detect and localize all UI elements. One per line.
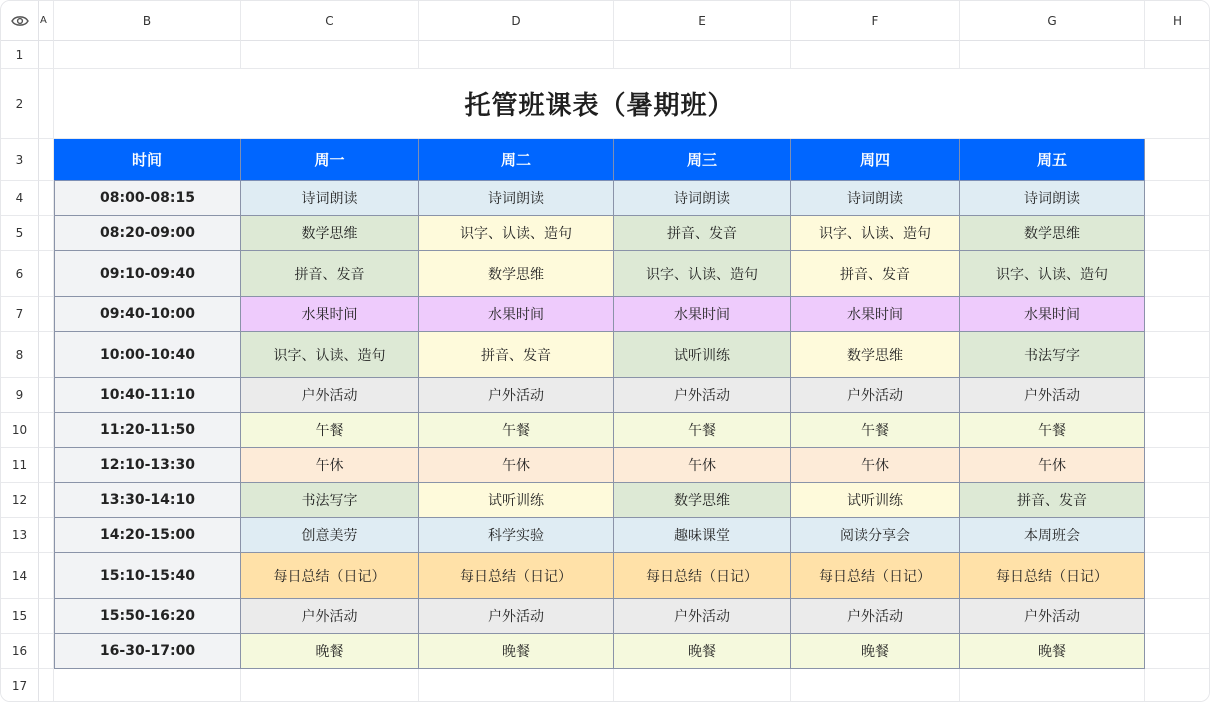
class-cell[interactable]: 户外活动 — [791, 378, 960, 413]
class-cell[interactable]: 拼音、发音 — [614, 216, 791, 251]
cell-h5[interactable] — [1145, 216, 1210, 251]
class-cell[interactable]: 本周班会 — [960, 518, 1145, 553]
class-cell[interactable]: 晚餐 — [791, 634, 960, 669]
time-cell[interactable]: 15:10-15:40 — [54, 553, 241, 599]
cell-row1-h[interactable] — [1145, 41, 1210, 69]
time-cell[interactable]: 15:50-16:20 — [54, 599, 241, 634]
cell-a2[interactable] — [39, 69, 54, 139]
class-cell[interactable]: 书法写字 — [241, 483, 419, 518]
cell-row1-b[interactable] — [54, 41, 241, 69]
class-cell[interactable]: 拼音、发音 — [960, 483, 1145, 518]
class-cell[interactable]: 趣味课堂 — [614, 518, 791, 553]
cell-row17-d[interactable] — [419, 669, 614, 702]
class-cell[interactable]: 识字、认读、造句 — [419, 216, 614, 251]
cell-a16[interactable] — [39, 634, 54, 669]
class-cell[interactable]: 水果时间 — [791, 297, 960, 332]
class-cell[interactable]: 午餐 — [960, 413, 1145, 448]
class-cell[interactable]: 午休 — [791, 448, 960, 483]
cell-row17-h[interactable] — [1145, 669, 1210, 702]
time-cell[interactable]: 09:40-10:00 — [54, 297, 241, 332]
class-cell[interactable]: 每日总结（日记） — [241, 553, 419, 599]
cell-row17-e[interactable] — [614, 669, 791, 702]
time-cell[interactable]: 08:20-09:00 — [54, 216, 241, 251]
class-cell[interactable]: 数学思维 — [614, 483, 791, 518]
class-cell[interactable]: 水果时间 — [419, 297, 614, 332]
class-cell[interactable]: 数学思维 — [791, 332, 960, 378]
column-header-d[interactable]: D — [419, 1, 614, 41]
class-cell[interactable]: 阅读分享会 — [791, 518, 960, 553]
table-header-day-5[interactable]: 周五 — [960, 139, 1145, 181]
class-cell[interactable]: 户外活动 — [241, 599, 419, 634]
class-cell[interactable]: 每日总结（日记） — [791, 553, 960, 599]
table-header-day-3[interactable]: 周三 — [614, 139, 791, 181]
time-cell[interactable]: 12:10-13:30 — [54, 448, 241, 483]
cell-h6[interactable] — [1145, 251, 1210, 297]
class-cell[interactable]: 午休 — [241, 448, 419, 483]
cell-h10[interactable] — [1145, 413, 1210, 448]
class-cell[interactable]: 拼音、发音 — [419, 332, 614, 378]
row-header-7[interactable]: 7 — [1, 297, 39, 332]
class-cell[interactable]: 午休 — [614, 448, 791, 483]
sheet-title: 托管班课表（暑期班） — [54, 69, 1145, 139]
class-cell[interactable]: 户外活动 — [241, 378, 419, 413]
cell-h16[interactable] — [1145, 634, 1210, 669]
row-header-14[interactable]: 14 — [1, 553, 39, 599]
row-header-2[interactable]: 2 — [1, 69, 39, 139]
cell-h14[interactable] — [1145, 553, 1210, 599]
class-cell[interactable]: 试听训练 — [419, 483, 614, 518]
cell-a8[interactable] — [39, 332, 54, 378]
cell-a6[interactable] — [39, 251, 54, 297]
class-cell[interactable]: 拼音、发音 — [241, 251, 419, 297]
cell-row17-b[interactable] — [54, 669, 241, 702]
row-header-9[interactable]: 9 — [1, 378, 39, 413]
class-cell[interactable]: 晚餐 — [419, 634, 614, 669]
cell-a14[interactable] — [39, 553, 54, 599]
class-cell[interactable]: 试听训练 — [614, 332, 791, 378]
column-header-a[interactable]: A — [39, 1, 54, 41]
row-header-10[interactable]: 10 — [1, 413, 39, 448]
class-cell[interactable]: 每日总结（日记） — [960, 553, 1145, 599]
class-cell[interactable]: 拼音、发音 — [791, 251, 960, 297]
class-cell[interactable]: 数学思维 — [241, 216, 419, 251]
class-cell[interactable]: 午休 — [419, 448, 614, 483]
column-header-e[interactable]: E — [614, 1, 791, 41]
column-header-g[interactable]: G — [960, 1, 1145, 41]
cell-a17[interactable] — [39, 669, 54, 702]
eye-icon[interactable] — [11, 14, 29, 28]
row-header-17[interactable]: 17 — [1, 669, 39, 702]
class-cell[interactable]: 晚餐 — [614, 634, 791, 669]
cell-row1-d[interactable] — [419, 41, 614, 69]
class-cell[interactable]: 户外活动 — [614, 599, 791, 634]
class-cell[interactable]: 每日总结（日记） — [614, 553, 791, 599]
time-cell[interactable]: 14:20-15:00 — [54, 518, 241, 553]
class-cell[interactable]: 户外活动 — [419, 599, 614, 634]
class-cell[interactable]: 识字、认读、造句 — [791, 216, 960, 251]
class-cell[interactable]: 午餐 — [614, 413, 791, 448]
row-header-4[interactable]: 4 — [1, 181, 39, 216]
table-header-time[interactable]: 时间 — [54, 139, 241, 181]
cell-h11[interactable] — [1145, 448, 1210, 483]
cell-a1[interactable] — [39, 41, 54, 69]
row-header-12[interactable]: 12 — [1, 483, 39, 518]
class-cell[interactable]: 诗词朗读 — [960, 181, 1145, 216]
class-cell[interactable]: 户外活动 — [614, 378, 791, 413]
cell-a9[interactable] — [39, 378, 54, 413]
column-header-f[interactable]: F — [791, 1, 960, 41]
row-header-6[interactable]: 6 — [1, 251, 39, 297]
class-cell[interactable]: 诗词朗读 — [791, 181, 960, 216]
row-header-3[interactable]: 3 — [1, 139, 39, 181]
class-cell[interactable]: 户外活动 — [960, 378, 1145, 413]
cell-row1-e[interactable] — [614, 41, 791, 69]
class-cell[interactable]: 晚餐 — [960, 634, 1145, 669]
class-cell[interactable]: 户外活动 — [791, 599, 960, 634]
cell-row1-g[interactable] — [960, 41, 1145, 69]
column-header-c[interactable]: C — [241, 1, 419, 41]
class-cell[interactable]: 书法写字 — [960, 332, 1145, 378]
sheet-grid — [1, 1, 1210, 702]
class-cell[interactable]: 诗词朗读 — [614, 181, 791, 216]
cell-a15[interactable] — [39, 599, 54, 634]
class-cell[interactable]: 水果时间 — [614, 297, 791, 332]
cell-h15[interactable] — [1145, 599, 1210, 634]
row-header-11[interactable]: 11 — [1, 448, 39, 483]
cell-h4[interactable] — [1145, 181, 1210, 216]
cell-row17-c[interactable] — [241, 669, 419, 702]
class-cell[interactable]: 午休 — [960, 448, 1145, 483]
cell-row17-g[interactable] — [960, 669, 1145, 702]
time-cell[interactable]: 11:20-11:50 — [54, 413, 241, 448]
class-cell[interactable]: 每日总结（日记） — [419, 553, 614, 599]
class-cell[interactable]: 数学思维 — [960, 216, 1145, 251]
cell-row1-f[interactable] — [791, 41, 960, 69]
class-cell[interactable]: 科学实验 — [419, 518, 614, 553]
row-header-1[interactable]: 1 — [1, 41, 39, 69]
row-header-16[interactable]: 16 — [1, 634, 39, 669]
time-cell[interactable]: 13:30-14:10 — [54, 483, 241, 518]
class-cell[interactable]: 识字、认读、造句 — [960, 251, 1145, 297]
class-cell[interactable]: 诗词朗读 — [241, 181, 419, 216]
row-header-15[interactable]: 15 — [1, 599, 39, 634]
class-cell[interactable]: 识字、认读、造句 — [241, 332, 419, 378]
time-cell[interactable]: 08:00-08:15 — [54, 181, 241, 216]
cell-a13[interactable] — [39, 518, 54, 553]
class-cell[interactable]: 晚餐 — [241, 634, 419, 669]
table-header-day-1[interactable]: 周一 — [241, 139, 419, 181]
time-cell[interactable]: 10:40-11:10 — [54, 378, 241, 413]
time-cell[interactable]: 09:10-09:40 — [54, 251, 241, 297]
row-header-5[interactable]: 5 — [1, 216, 39, 251]
cell-row17-f[interactable] — [791, 669, 960, 702]
class-cell[interactable]: 诗词朗读 — [419, 181, 614, 216]
cell-h2[interactable] — [1145, 69, 1210, 139]
class-cell[interactable]: 水果时间 — [241, 297, 419, 332]
cell-h3[interactable] — [1145, 139, 1210, 181]
row-header-13[interactable]: 13 — [1, 518, 39, 553]
class-cell[interactable]: 试听训练 — [791, 483, 960, 518]
class-cell[interactable]: 午餐 — [419, 413, 614, 448]
cell-row1-c[interactable] — [241, 41, 419, 69]
table-header-day-2[interactable]: 周二 — [419, 139, 614, 181]
class-cell[interactable]: 数学思维 — [419, 251, 614, 297]
cell-h9[interactable] — [1145, 378, 1210, 413]
table-header-day-4[interactable]: 周四 — [791, 139, 960, 181]
time-cell[interactable]: 16-30-17:00 — [54, 634, 241, 669]
column-header-b[interactable]: B — [54, 1, 241, 41]
class-cell[interactable]: 创意美劳 — [241, 518, 419, 553]
select-all-corner[interactable] — [1, 1, 39, 41]
cell-a11[interactable] — [39, 448, 54, 483]
cell-h12[interactable] — [1145, 483, 1210, 518]
class-cell[interactable]: 户外活动 — [960, 599, 1145, 634]
cell-a7[interactable] — [39, 297, 54, 332]
cell-h7[interactable] — [1145, 297, 1210, 332]
class-cell[interactable]: 识字、认读、造句 — [614, 251, 791, 297]
cell-a10[interactable] — [39, 413, 54, 448]
class-cell[interactable]: 水果时间 — [960, 297, 1145, 332]
cell-h13[interactable] — [1145, 518, 1210, 553]
cell-a3[interactable] — [39, 139, 54, 181]
cell-h8[interactable] — [1145, 332, 1210, 378]
cell-a12[interactable] — [39, 483, 54, 518]
cell-a5[interactable] — [39, 216, 54, 251]
class-cell[interactable]: 户外活动 — [419, 378, 614, 413]
row-header-8[interactable]: 8 — [1, 332, 39, 378]
class-cell[interactable]: 午餐 — [241, 413, 419, 448]
cell-a4[interactable] — [39, 181, 54, 216]
time-cell[interactable]: 10:00-10:40 — [54, 332, 241, 378]
column-header-h[interactable]: H — [1145, 1, 1210, 41]
class-cell[interactable]: 午餐 — [791, 413, 960, 448]
